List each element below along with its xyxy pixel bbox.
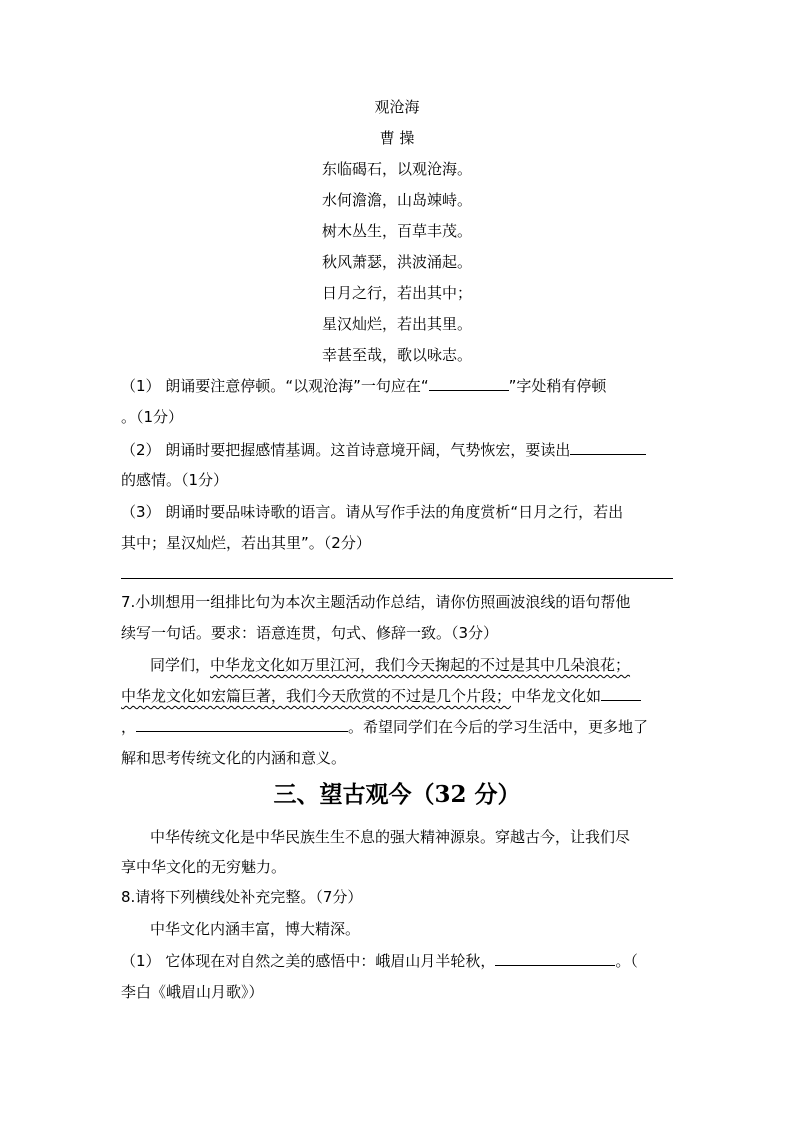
question-8-item-1	[121, 951, 638, 971]
section-heading: 三、望古观今（32 分）	[273, 781, 521, 808]
poem-line: 东临碣石，以观沧海。	[321, 160, 472, 178]
question-1	[121, 376, 606, 396]
poem-author: 曹 操	[379, 129, 415, 147]
question-1-text-end: ”字处稍有停顿	[508, 377, 607, 395]
question-7: 7.小圳想用一组排比句为本次主题活动作总结，请你仿照画波浪线的语句帮他	[121, 593, 631, 611]
question-2-text: （2） 朗诵时要把握感情基调。这首诗意境开阔，气势恢宏，要读出	[121, 441, 571, 459]
question-1-text: （1） 朗诵要注意停顿。“以观沧海”一句应在“	[121, 377, 429, 395]
answer-blank[interactable]	[429, 376, 509, 391]
wavy-underlined-sentence: 中华龙文化如宏篇巨著，我们今天欣赏的不过是几个片段；	[121, 687, 512, 705]
question-8: 8.请将下列横线处补充完整。（7分）	[121, 888, 363, 906]
q7-text: 。希望同学们在今后的学习生活中，更多地了	[348, 718, 649, 736]
section-intro: 中华传统文化是中华民族生生不息的强大精神源泉。穿越古今，让我们尽	[150, 828, 631, 846]
q7-paragraph-line	[121, 686, 641, 706]
answer-blank[interactable]	[136, 717, 348, 732]
question-2	[121, 440, 646, 460]
question-2-tail: 的感情。（1分）	[121, 471, 229, 489]
poem-line: 星汉灿烂，若出其里。	[321, 315, 472, 333]
q7-text: ，	[121, 718, 137, 736]
q7-text: 同学们，	[150, 656, 211, 674]
question-8-item-1-end: 。（	[615, 952, 638, 970]
poem-title: 观沧海	[374, 98, 420, 116]
wavy-underlined-sentence: 中华龙文化如万里江河，我们今天掬起的不过是其中几朵浪花；	[210, 656, 631, 674]
q7-paragraph-line: 解和思考传统文化的内涵和意义。	[121, 749, 347, 767]
poem-line: 树木丛生，百草丰茂。	[321, 222, 472, 240]
answer-blank[interactable]	[601, 686, 641, 701]
poem-line: 幸甚至哉，歌以咏志。	[321, 346, 472, 364]
poem-line: 水何澹澹，山岛竦峙。	[321, 191, 472, 209]
poem-line: 日月之行，若出其中；	[321, 284, 472, 302]
question-3: （3） 朗诵时要品味诗歌的语言。请从写作手法的角度赏析“日月之行，若出	[121, 503, 624, 521]
q7-paragraph-line	[121, 717, 648, 737]
section-intro-tail: 享中华文化的无穷魅力。	[121, 858, 287, 876]
answer-blank[interactable]	[495, 951, 615, 966]
question-8-item-1-text: （1） 它体现在对自然之美的感悟中：峨眉山月半轮秋，	[121, 952, 496, 970]
answer-line[interactable]	[121, 578, 673, 579]
question-8-subtitle: 中华文化内涵丰富，博大精深。	[150, 920, 361, 938]
q7-paragraph-line	[150, 655, 630, 675]
poem-line: 秋风萧瑟，洪波涌起。	[321, 253, 472, 271]
question-8-item-1-source: 李白《峨眉山月歌》）	[121, 983, 264, 1001]
question-1-score: 。（1分）	[121, 408, 184, 426]
question-3-tail: 其中；星汉灿烂，若出其里”。（2分）	[121, 534, 371, 552]
question-7-requirements: 续写一句话。要求：语意连贯，句式、修辞一致。（3分）	[121, 624, 499, 642]
q7-text: 中华龙文化如	[511, 687, 602, 705]
answer-blank[interactable]	[570, 440, 646, 455]
